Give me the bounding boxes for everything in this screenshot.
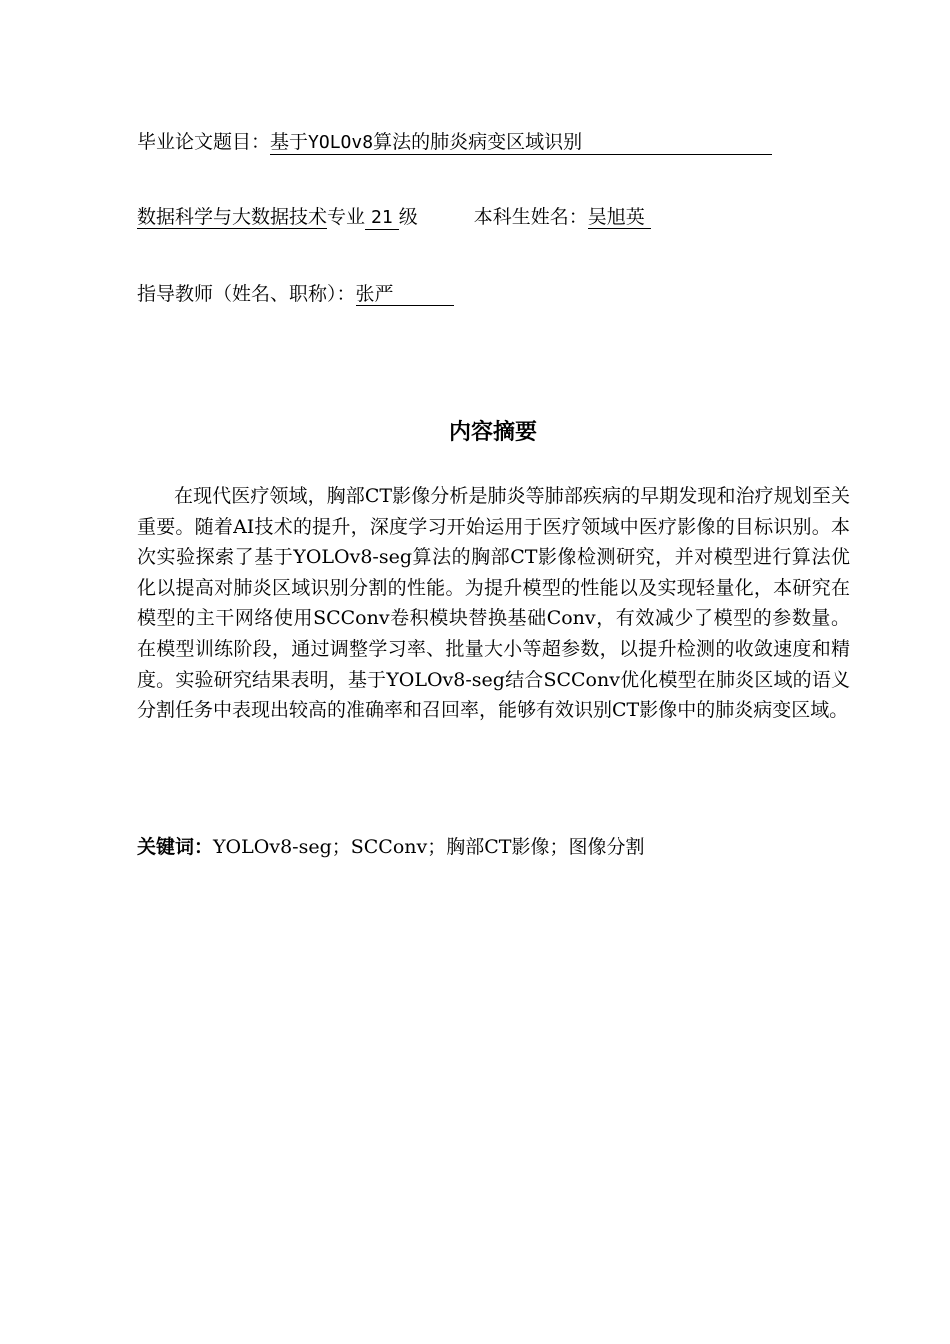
thesis-title-model: YOLOv8	[308, 132, 374, 153]
thesis-title-line	[137, 130, 772, 155]
keywords-line	[137, 833, 644, 861]
supervisor-value: 张严	[356, 283, 454, 306]
supervisor-line	[137, 282, 454, 306]
major-value: 数据科学与大数据技术	[137, 206, 328, 228]
thesis-title-value	[270, 131, 772, 155]
keywords-value: YOLOv8-seg；SCConv；胸部CT影像；图像分割	[213, 836, 645, 858]
thesis-title-label: 毕业论文题目：	[137, 131, 271, 153]
abstract-heading: 内容摘要	[448, 420, 537, 445]
supervisor-label: 指导教师（姓名、职称）：	[137, 283, 356, 305]
major-label: 专业	[327, 206, 366, 228]
thesis-title-suffix: 算法的肺炎病变区域识别	[373, 131, 583, 153]
student-name-value: 吴旭英	[588, 206, 651, 229]
grade-value: 21	[365, 207, 399, 230]
thesis-title-prefix: 基于	[270, 131, 309, 153]
keywords-label: 关键词：	[137, 836, 214, 858]
major-student-line	[137, 205, 651, 230]
grade-label: 级	[398, 206, 418, 228]
student-name-label: 本科生姓名：	[473, 206, 588, 228]
abstract-body: 在现代医疗领域，胸部CT影像分析是肺炎等肺部疾病的早期发现和治疗规划至关重要。随着AI技术的提升，深度学习开始运用于医疗领域中医疗影像的目标识别。本次实验探索了基于YOLOv8-seg算法的胸部CT影像检测研究，并对模型进行算法优化以提高对肺炎区域识别分割的性能。为提升模型的性能以及实现轻量化，本研究在模型的主干网络使用SCConv卷积模块替换基础Conv，有效减少了模型的参数量。在模型训练阶段，通过调整学习率、批量大小等超参数，以提升检测的收敛速度和精度。实验研究结果表明，基于YOLOv8-seg结合SCConv优化模型在肺炎区域的语义分割任务中表现出较高的准确率和召回率，能够有效识别CT影像中的肺炎病变区域。	[137, 485, 850, 722]
